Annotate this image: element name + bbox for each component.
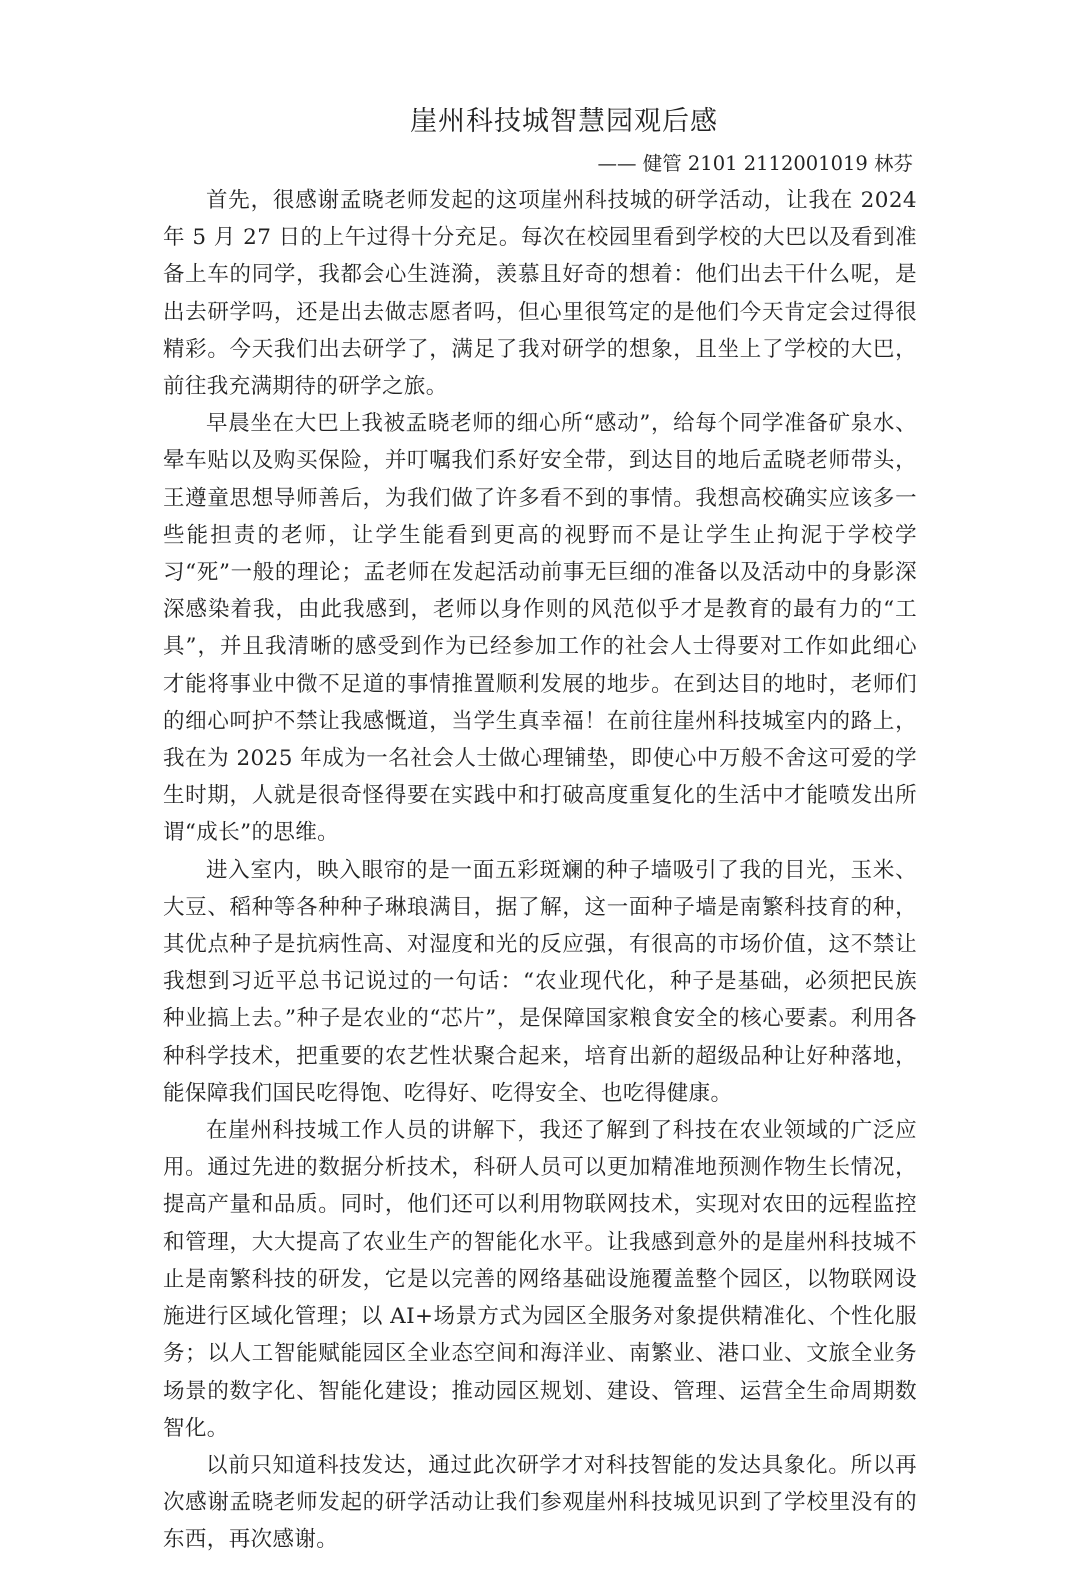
document-page	[163, 100, 917, 1559]
paragraph-1: 首先，很感谢孟晓老师发起的这项崖州科技城的研学活动，让我在 2024 年 5 月 27 日的上午过得十分充足。每次在校园里看到学校的大巴以及看到准备上车的同学，我都会心生涟漪，羡慕且好奇的想着：他们出去干什么呢，是出去研学吗，还是出去做志愿者吗，但心里很笃定的是他们今天肯定会过得很精彩。今天我们出去研学了，满足了我对研学的想象，且坐上了学校的大巴，前往我充满期待的研学之旅。	[163, 188, 917, 400]
document-title: 崖州科技城智慧园观后感	[410, 106, 718, 137]
paragraph-3: 进入室内，映入眼帘的是一面五彩斑斓的种子墙吸引了我的目光，玉米、大豆、稻种等各种种子琳琅满目，据了解，这一面种子墙是南繁科技育的种，其优点种子是抗病性高、对湿度和光的反应强，有很高的市场价值，这不禁让我想到习近平总书记说过的一句话：“农业现代化，种子是基础，必须把民族种业搞上去。”种子是农业的“芯片”，是保障国家粮食安全的核心要素。利用各种科学技术，把重要的农艺性状聚合起来，培育出新的超级品种让好种落地，能保障我们国民吃得饱、吃得好、吃得安全、也吃得健康。	[163, 857, 917, 1106]
paragraph-4: 在崖州科技城工作人员的讲解下，我还了解到了科技在农业领域的广泛应用。通过先进的数据分析技术，科研人员可以更加精准地预测作物生长情况，提高产量和品质。同时，他们还可以利用物联网技术，实现对农田的远程监控和管理，大大提高了农业生产的智能化水平。让我感到意外的是崖州科技城不止是南繁科技的研发，它是以完善的网络基础设施覆盖整个园区，以物联网设施进行区域化管理；以 AI+场景方式为园区全服务对象提供精准化、个性化服务；以人工智能赋能园区全业态空间和海洋业、南繁业、港口业、文旅全业务场景的数字化、智能化建设；推动园区规划、建设、管理、运营全生命周期数智化。	[163, 1118, 917, 1441]
author-byline: —— 健管 2101 2112001019 林芬	[597, 152, 913, 175]
paragraph-2: 早晨坐在大巴上我被孟晓老师的细心所“感动”，给每个同学准备矿泉水、晕车贴以及购买保险，并叮嘱我们系好安全带，到达目的地后孟晓老师带头，王遵童思想导师善后，为我们做了许多看不到的事情。我想高校确实应该多一些能担责的老师，让学生能看到更高的视野而不是让学生止拘泥于学校学习“死”一般的理论；孟老师在发起活动前事无巨细的准备以及活动中的身影深深感染着我，由此我感到，老师以身作则的风范似乎才是教育的最有力的“工具”，并且我清晰的感受到作为已经参加工作的社会人士得要对工作如此细心才能将事业中微不足道的事情推置顺利发展的地步。在到达目的地时，老师们的细心呵护不禁让我感慨道，当学生真幸福！在前往崖州科技城室内的路上，我在为 2025 年成为一名社会人士做心理铺垫，即使心中万般不舍这可爱的学生时期，人就是很奇怪得要在实践中和打破高度重复化的生活中才能喷发出所谓“成长”的思维。	[163, 411, 917, 846]
paragraph-5: 以前只知道科技发达，通过此次研学才对科技智能的发达具象化。所以再次感谢孟晓老师发起的研学活动让我们参观崖州科技城见识到了学校里没有的东西，再次感谢。	[163, 1452, 917, 1553]
